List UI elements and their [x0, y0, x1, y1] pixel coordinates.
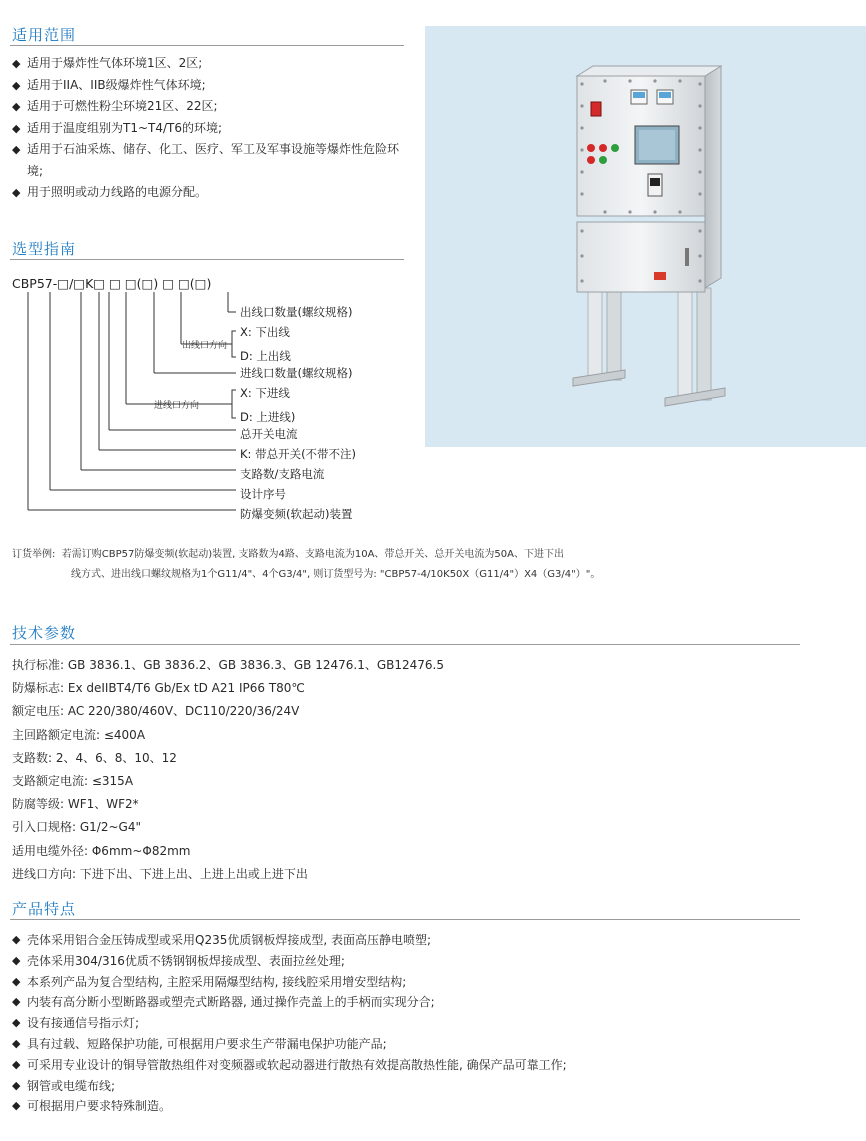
param-row: 进线口方向: 下进下出、下进上出、上进上出或上进下出	[12, 866, 308, 881]
label-main-current: 总开关电流	[240, 427, 298, 441]
features-list	[12, 930, 832, 1117]
selection-title: 选型指南	[12, 240, 77, 258]
param-row: 支路数: 2、4、6、8、10、12	[12, 750, 177, 765]
list-item: ◆ 用于照明或动力线路的电源分配。	[12, 182, 407, 204]
label-out-d: D: 上出线	[240, 349, 291, 363]
list-item: ◆ 可根据用户要求特殊制造。	[12, 1096, 832, 1117]
order-example	[12, 545, 600, 585]
diamond-bullet-icon: ◆	[12, 974, 21, 988]
diamond-bullet-icon: ◆	[12, 78, 21, 92]
list-item: ◆ 壳体采用304/316优质不锈钢钢板焊接成型、表面拉丝处理;	[12, 951, 832, 972]
model-selection-diagram	[10, 270, 410, 530]
order-example-label: 订货举例:	[12, 549, 56, 560]
selection-divider	[10, 259, 404, 260]
diamond-bullet-icon: ◆	[12, 1057, 21, 1071]
list-item: ◆ 适用于可燃性粉尘环境21区、22区;	[12, 96, 407, 118]
diamond-bullet-icon: ◆	[12, 100, 21, 113]
param-row: 额定电压: AC 220/380/460V、DC110/220/36/24V	[12, 704, 300, 719]
label-in-count: 进线口数量(螺纹规格)	[240, 366, 353, 380]
param-row: 执行标准: GB 3836.1、GB 3836.2、GB 3836.3、GB 12476.1、GB12476.5	[12, 658, 444, 672]
list-item: ◆ 可采用专业设计的铜导管散热组件对变频器或软起动器进行散热有效提高散热性能, 确保产品可靠工作;	[12, 1055, 832, 1076]
tech-divider	[10, 644, 800, 645]
order-example-line1: 若需订购CBP57防爆变频(软起动)装置, 支路数为4路、支路电流为10A、带总开关、总开关电流为50A、下进下出	[61, 549, 564, 560]
label-serial: 设计序号	[240, 487, 286, 501]
label-branches: 支路数/支路电流	[240, 467, 325, 481]
list-item: ◆ 设有接通信号指示灯;	[12, 1013, 832, 1034]
label-out-dir-group: 出线口方向	[182, 341, 228, 351]
diamond-bullet-icon: ◆	[12, 1016, 21, 1030]
order-example-line2: 线方式、进出线口螺纹规格为1个G11/4"、4个G3/4", 则订货型号为: "CBP57-4/10K50X（G11/4"）X4（G3/4"）"。	[71, 569, 601, 580]
list-item: ◆ 钢管或电缆布线;	[12, 1076, 832, 1097]
diamond-bullet-icon: ◆	[12, 1036, 21, 1050]
param-row: 适用电缆外径: Φ6mm~Φ82mm	[12, 843, 191, 858]
diamond-bullet-icon: ◆	[12, 1078, 21, 1092]
label-out-x: X: 下出线	[240, 325, 290, 339]
diamond-bullet-icon: ◆	[12, 953, 21, 967]
diamond-bullet-icon: ◆	[12, 995, 21, 1009]
label-k-switch: K: 带总开关(不带不注)	[240, 447, 357, 461]
scope-title: 适用范围	[12, 26, 77, 44]
list-item: ◆ 内装有高分断小型断路器或塑壳式断路器, 通过操作壳盖上的手柄而实现分合;	[12, 992, 832, 1013]
param-row: 主回路额定电流: ≤400A	[12, 727, 146, 742]
diamond-bullet-icon: ◆	[12, 933, 21, 946]
tech-params	[12, 654, 444, 886]
model-code: CBP57-□/□K□ □ □(□) □ □(□)	[12, 276, 212, 291]
label-in-dir-group: 进线口方向	[154, 401, 200, 411]
list-item: ◆ 适用于石油采炼、储存、化工、医疗、军工及军事设施等爆炸性危险环境;	[12, 139, 407, 182]
list-item: ◆ 适用于温度组别为T1~T4/T6的环境;	[12, 118, 407, 140]
features-title: 产品特点	[12, 900, 77, 918]
scope-list	[12, 53, 407, 204]
list-item: ◆ 适用于爆炸性气体环境1区、2区;	[12, 53, 407, 75]
diamond-bullet-icon: ◆	[12, 143, 21, 156]
scope-divider	[10, 45, 404, 46]
diamond-bullet-icon: ◆	[12, 1099, 21, 1113]
list-item: ◆ 壳体采用铝合金压铸成型或采用Q235优质钢板焊接成型, 表面高压静电喷塑;	[12, 930, 832, 951]
label-in-x: X: 下进线	[240, 386, 290, 400]
param-row: 支路额定电流: ≤315A	[12, 774, 134, 789]
diamond-bullet-icon: ◆	[12, 186, 21, 199]
list-item: ◆ 适用于IIA、IIB级爆炸性气体环境;	[12, 75, 407, 97]
list-item: ◆ 本系列产品为复合型结构, 主腔采用隔爆型结构, 接线腔采用增安型结构;	[12, 972, 832, 993]
product-photo-panel	[425, 26, 866, 447]
features-divider	[10, 919, 800, 920]
diamond-bullet-icon: ◆	[12, 57, 21, 70]
list-item: ◆ 具有过载、短路保护功能, 可根据用户要求生产带漏电保护功能产品;	[12, 1034, 832, 1055]
explosion-proof-cabinet-image	[425, 26, 866, 447]
param-row: 引入口规格: G1/2~G4"	[12, 820, 141, 835]
label-in-d: D: 上进线)	[240, 410, 296, 424]
param-row: 防爆标志: Ex deIIBT4/T6 Gb/Ex tD A21 IP66 T80℃	[12, 681, 305, 696]
label-out-count: 出线口数量(螺纹规格)	[240, 305, 353, 319]
tech-title: 技术参数	[12, 624, 77, 642]
diamond-bullet-icon: ◆	[12, 121, 21, 135]
label-device: 防爆变频(软起动)装置	[240, 507, 353, 521]
param-row: 防腐等级: WF1、WF2*	[12, 797, 139, 812]
